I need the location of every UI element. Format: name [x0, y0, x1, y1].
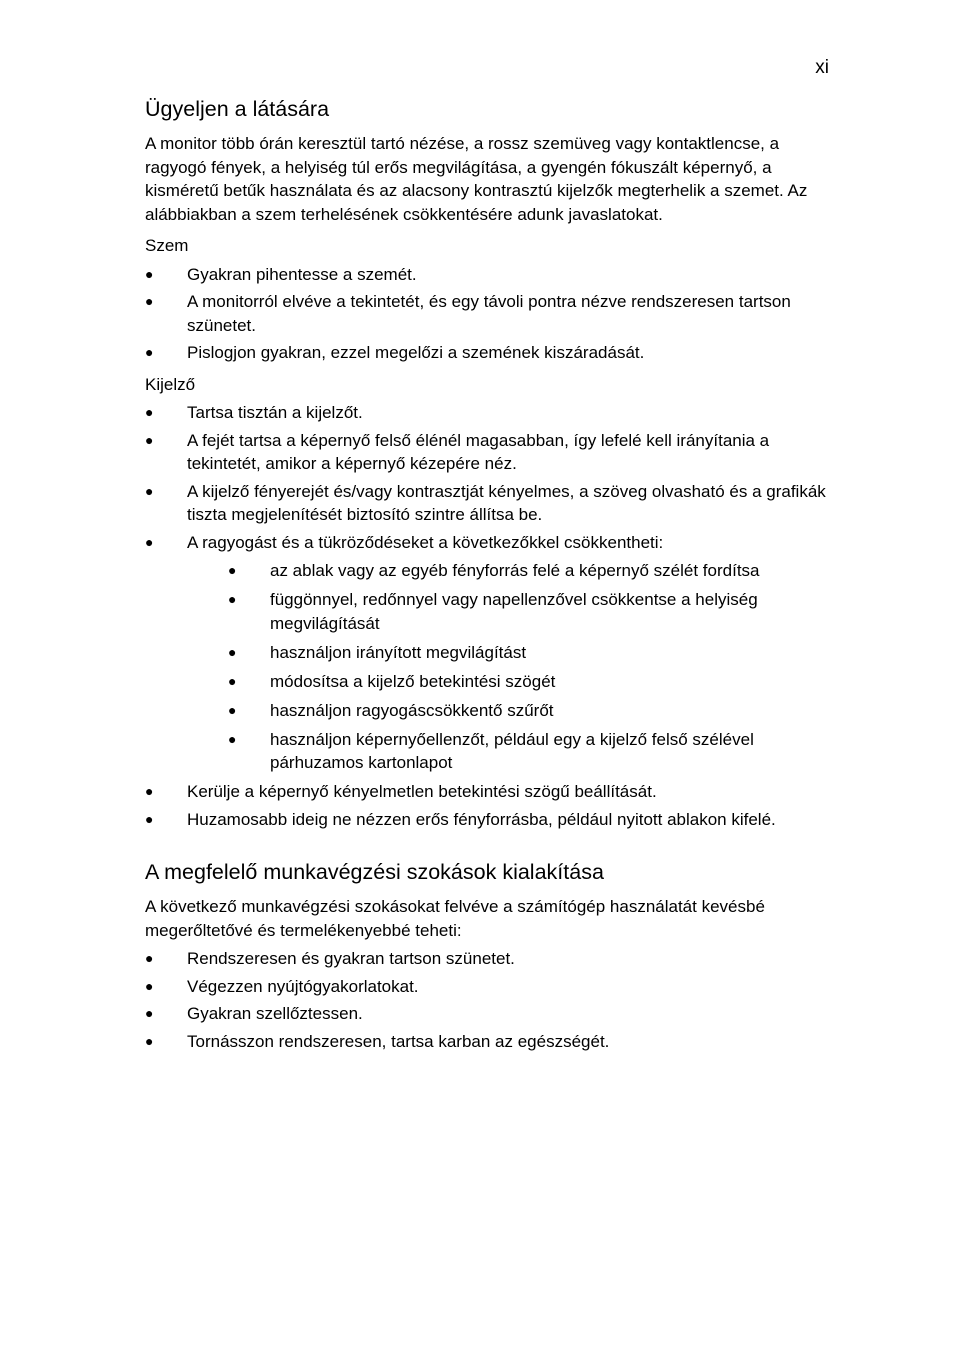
section-heading-eyesight: Ügyeljen a látására	[145, 97, 330, 121]
section-heading-work-habits: A megfelelő munkavégzési szokások kialakítása	[145, 860, 604, 884]
bullet-icon: ●	[145, 482, 154, 499]
bullet-icon: ●	[145, 431, 154, 448]
bullet-icon: ●	[228, 701, 237, 718]
display-list	[145, 401, 835, 831]
bullet-icon: ●	[145, 783, 154, 799]
list-item: ● Végezzen nyújtógyakorlatokat.	[145, 975, 835, 999]
list-item: ● A fejét tartsa a képernyő felső élénél magasabban, így lefelé kell irányítania a tekintetét, amikor a képernyő kézepére néz.	[145, 430, 770, 473]
bullet-icon: ●	[228, 591, 237, 607]
bullet-icon: ●	[145, 533, 154, 550]
glare-list	[187, 559, 835, 775]
bullet-icon: ●	[145, 950, 154, 966]
bullet-icon: ●	[228, 643, 237, 660]
nested-list-item: ● használjon képernyőellenzőt, például egy a kijelző felső szélével párhuzamos kartonlapot	[228, 729, 754, 772]
list-item: ● Tartsa tisztán a kijelzőt.	[145, 401, 835, 425]
work-habits-list	[145, 947, 835, 1053]
section-intro-work-habits: A következő munkavégzési szokásokat felvéve a számítógép használatát kevésbé megerőltetővé és termelékenyebbé teheti:	[145, 897, 765, 940]
list-item: ● A kijelző fényerejét és/vagy kontrasztját kényelmes, a szöveg olvasható és a grafikák tiszta megjelenítését biztosító szintre állítsa be.	[145, 481, 826, 524]
bullet-icon: ●	[145, 293, 154, 309]
bullet-icon: ●	[145, 265, 154, 282]
list-item: ● Gyakran pihentesse a szemét.	[145, 263, 835, 287]
bullet-icon: ●	[145, 977, 154, 994]
document-body	[145, 96, 835, 1057]
bullet-icon: ●	[145, 404, 154, 420]
nested-list-item: ● használjon ragyogáscsökkentő szűrőt	[187, 699, 835, 723]
list-item: ● A monitorról elvéve a tekintetét, és egy távoli pontra nézve rendszeresen tartson szünetet.	[145, 292, 791, 335]
bullet-icon: ●	[145, 810, 154, 827]
page-number: xi	[815, 57, 829, 78]
bullet-icon: ●	[228, 672, 237, 689]
bullet-icon: ●	[228, 562, 237, 578]
section-intro-eyesight: A monitor több órán keresztül tartó nézése, a rossz szemüveg vagy kontaktlencse, a ragyogó fények, a helyiség túl erős megvilágítása, a gyengén fókuszált képernyő, a kisméretű betűk használata és az alacsony kontrasztú kijelzők megterhelik a szemet. Az alábbiakban a szem terhelésének csökkentésére adunk javaslatokat.	[145, 134, 808, 224]
eyes-list	[145, 263, 835, 365]
list-item: ● Kerülje a képernyő kényelmetlen betekintési szögű beállítását.	[145, 780, 835, 804]
list-item: ● A ragyogást és a tükröződéseket a következőkkel csökkentheti: ● az ablak vagy az egyéb fényforrás felé a képernyő szélét fordítsa ● függönnyel, redőnnyel vagy napellenzővel csökkentse a helyiség megvilágítását ● használjon irányított megvilágítást ● módosítsa a kijelző betekintési szögét ● használjon ragyogáscsökkentő szűrőt ● használjon képernyőellenzőt, például egy a kijelző felső szélével párhuzamos kartonlapot	[145, 531, 835, 775]
nested-list-item: ● függönnyel, redőnnyel vagy napellenzővel csökkentse a helyiség megvilágítását	[228, 590, 758, 633]
bullet-icon: ●	[228, 730, 237, 747]
nested-list-item: ● használjon irányított megvilágítást	[187, 641, 835, 665]
nested-list-item: ● módosítsa a kijelző betekintési szögét	[187, 670, 835, 694]
list-item: ● Gyakran szellőztessen.	[145, 1002, 835, 1026]
list-item: ● Pislogjon gyakran, ezzel megelőzi a szemének kiszáradását.	[145, 341, 835, 365]
subheading-eyes: Szem	[145, 236, 189, 255]
bullet-icon: ●	[145, 1032, 154, 1049]
bullet-icon: ●	[145, 344, 154, 360]
list-item: ● Tornásszon rendszeresen, tartsa karban az egészségét.	[145, 1030, 835, 1054]
subheading-display: Kijelző	[145, 374, 196, 394]
nested-list-item: ● az ablak vagy az egyéb fényforrás felé a képernyő szélét fordítsa	[187, 559, 835, 583]
list-item: ● Huzamosabb ideig ne nézzen erős fényforrásba, például nyitott ablakon kifelé.	[145, 808, 835, 832]
bullet-icon: ●	[145, 1005, 154, 1021]
list-item: ● Rendszeresen és gyakran tartson szünetet.	[145, 947, 835, 971]
